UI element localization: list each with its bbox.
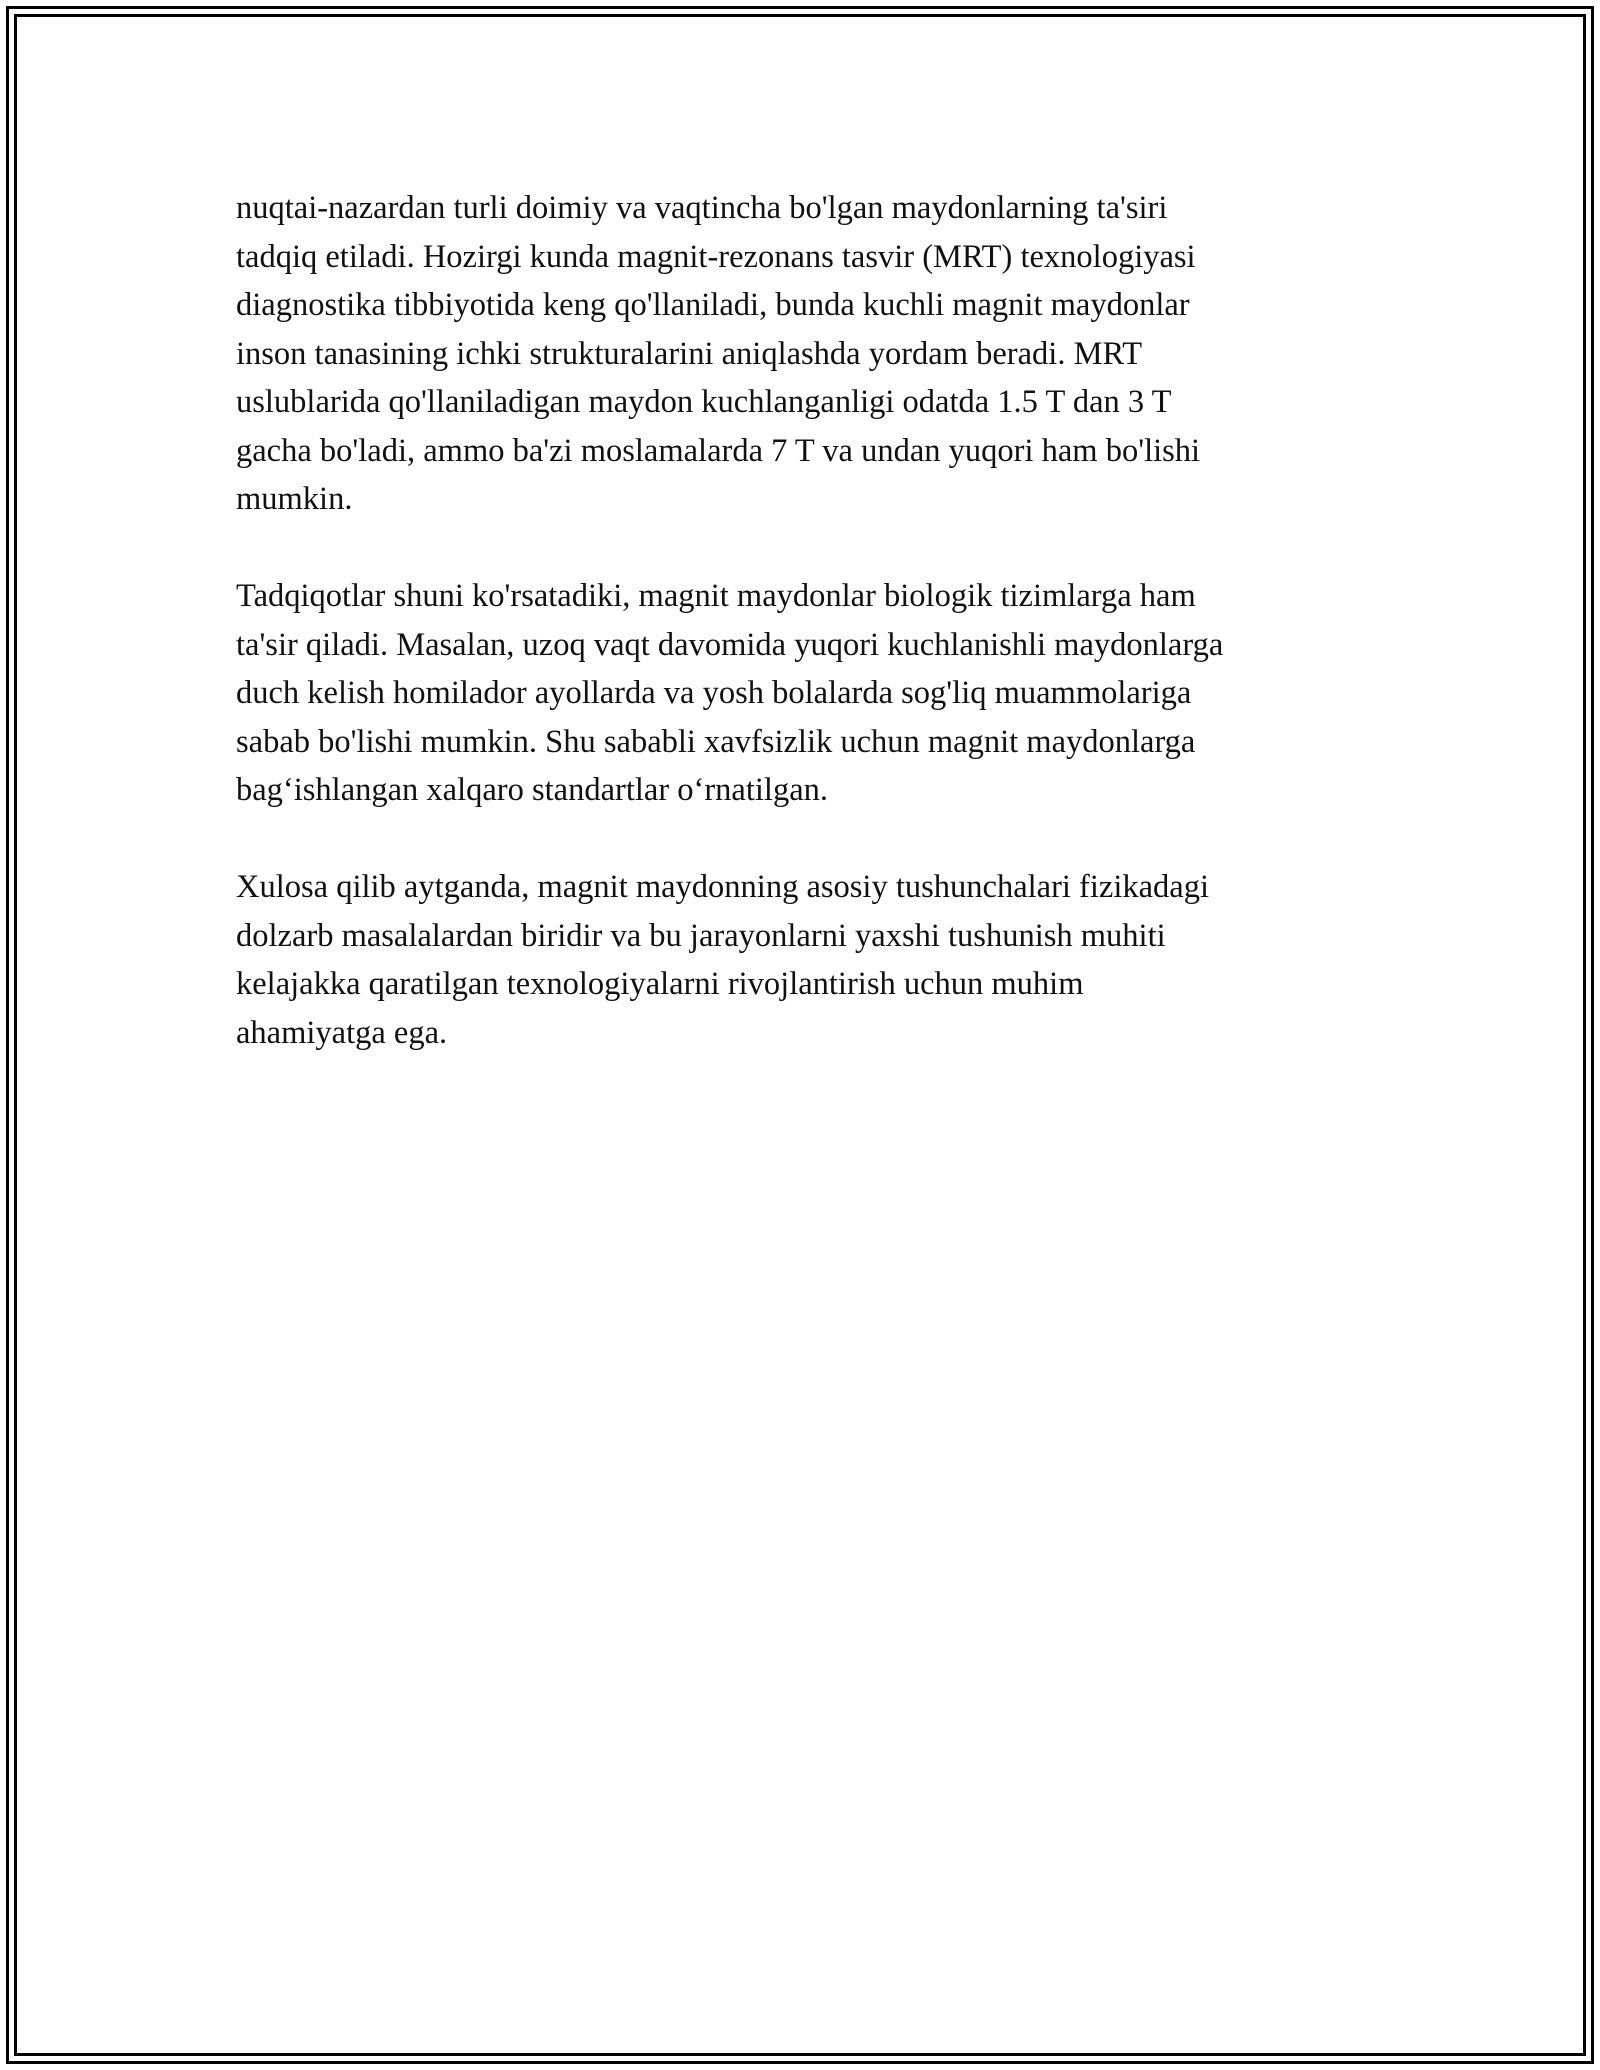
paragraph-conclusion (236, 863, 1366, 1057)
text-line: uslublarida qo'llaniladigan maydon kuchlanganligi odatda 1.5 T dan 3 T (236, 384, 1172, 420)
text-line: Xulosa qilib aytganda, magnit maydonning asosiy tushunchalari fizikadagi (236, 869, 1209, 905)
text-line: Tadqiqotlar shuni ko'rsatadiki, magnit maydonlar biologik tizimlarga ham (236, 578, 1196, 614)
text-line: inson tanasining ichki strukturalarini aniqlashda yordam beradi. MRT (236, 335, 1143, 372)
document-body (236, 184, 1366, 1106)
text-line: nuqtai-nazardan turli doimiy va vaqtincha bo'lgan maydonlarning ta'siri (236, 190, 1168, 226)
text-line: sabab bo'lishi mumkin. Shu sababli xavfsizlik uchun magnit maydonlarga (236, 723, 1196, 760)
text-line: ta'sir qiladi. Masalan, uzoq vaqt davomida yuqori kuchlanishli maydonlarga (236, 626, 1224, 663)
text-line: ahamiyatga ega. (236, 1014, 448, 1051)
text-line: duch kelish homilador ayollarda va yosh bolalarda sog'liq muammolariga (236, 675, 1192, 711)
text-line: bag‘ishlangan xalqaro standartlar o‘rnatilgan. (236, 772, 828, 808)
text-line: tadqiq etiladi. Hozirgi kunda magnit-rezonans tasvir (MRT) texnologiyasi (236, 238, 1196, 275)
paragraph-research (236, 572, 1366, 815)
text-line: mumkin. (236, 481, 353, 517)
text-line: diagnostika tibbiyotida keng qo'llaniladi, bunda kuchli magnit maydonlar (236, 287, 1190, 323)
text-line: gacha bo'ladi, ammo ba'zi moslamalarda 7 T va undan yuqori ham bo'lishi (236, 432, 1201, 469)
text-line: dolzarb masalalardan biridir va bu jarayonlarni yaxshi tushunish muhiti (236, 917, 1166, 954)
text-line: kelajakka qaratilgan texnologiyalarni rivojlantirish uchun muhim (236, 966, 1084, 1002)
paragraph-mrt (236, 184, 1366, 524)
